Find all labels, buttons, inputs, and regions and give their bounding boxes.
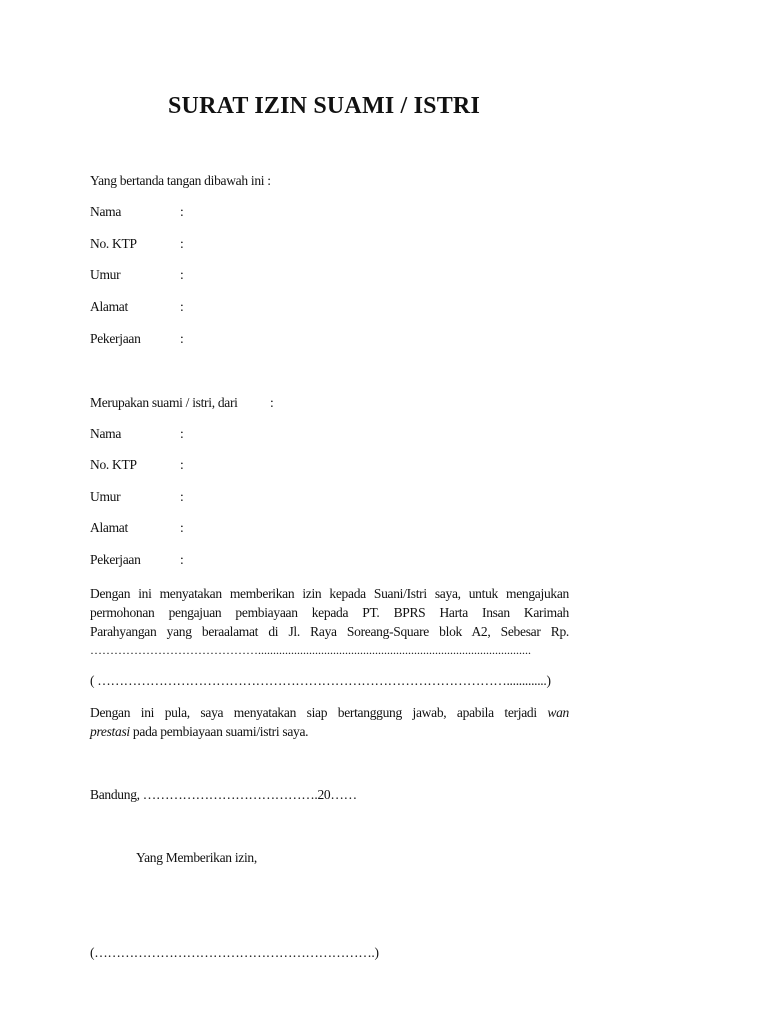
- date-line: Bandung, ………………………………….20……: [90, 787, 357, 802]
- field-colon: :: [180, 489, 184, 504]
- paragraph-italic: wan: [547, 705, 569, 720]
- responsibility-paragraph: [90, 703, 569, 741]
- intro-text: Yang bertanda tangan dibawah ini :: [90, 173, 271, 188]
- paragraph-text: Dengan ini pula, saya menyatakan siap bertanggung jawab, apabila terjadi: [90, 705, 537, 720]
- paragraph-italic: prestasi: [90, 724, 130, 739]
- field-label: No. KTP: [90, 236, 137, 251]
- field-label: Umur: [90, 489, 121, 504]
- field-colon: :: [180, 331, 184, 346]
- field-label: Pekerjaan: [90, 331, 141, 346]
- amount-in-words-blank: ( ………………………………………………………………………………….............): [90, 673, 551, 688]
- paragraph-line: Parahyangan yang beraalamat di Jl. Raya Soreang-Square blok A2, Sebesar Rp.: [90, 624, 569, 639]
- field-label: No. KTP: [90, 457, 137, 472]
- field-colon: :: [180, 426, 184, 441]
- paragraph-text: pada pembiayaan suami/istri saya.: [129, 724, 309, 739]
- field-colon: :: [180, 520, 184, 535]
- field-label: Pekerjaan: [90, 552, 141, 567]
- field-colon: :: [180, 457, 184, 472]
- permission-paragraph: [90, 584, 569, 660]
- field-label: Umur: [90, 267, 121, 282]
- amount-dots-line: ……………………………………...........................................................................................: [90, 643, 531, 657]
- field-label: Nama: [90, 426, 122, 441]
- relation-colon: :: [270, 395, 274, 410]
- signature-label: Yang Memberikan izin,: [136, 850, 257, 865]
- document-title: SURAT IZIN SUAMI / ISTRI: [168, 93, 480, 119]
- paragraph-line: [90, 722, 569, 741]
- field-colon: :: [180, 552, 184, 567]
- field-colon: :: [180, 204, 184, 219]
- field-label: Nama: [90, 204, 122, 219]
- signature-blank: (……………………………………………………….): [90, 945, 379, 960]
- paragraph-line: permohonan pengajuan pembiayaan kepada PT. BPRS Harta Insan Karimah: [90, 605, 569, 620]
- field-colon: :: [180, 267, 184, 282]
- field-colon: :: [180, 236, 184, 251]
- field-colon: :: [180, 299, 184, 314]
- paragraph-line: [90, 703, 569, 722]
- field-label: Alamat: [90, 299, 128, 314]
- relation-label: Merupakan suami / istri, dari: [90, 395, 238, 410]
- paragraph-line: Dengan ini menyatakan memberikan izin kepada Suani/Istri saya, untuk mengajukan: [90, 586, 569, 601]
- field-label: Alamat: [90, 520, 128, 535]
